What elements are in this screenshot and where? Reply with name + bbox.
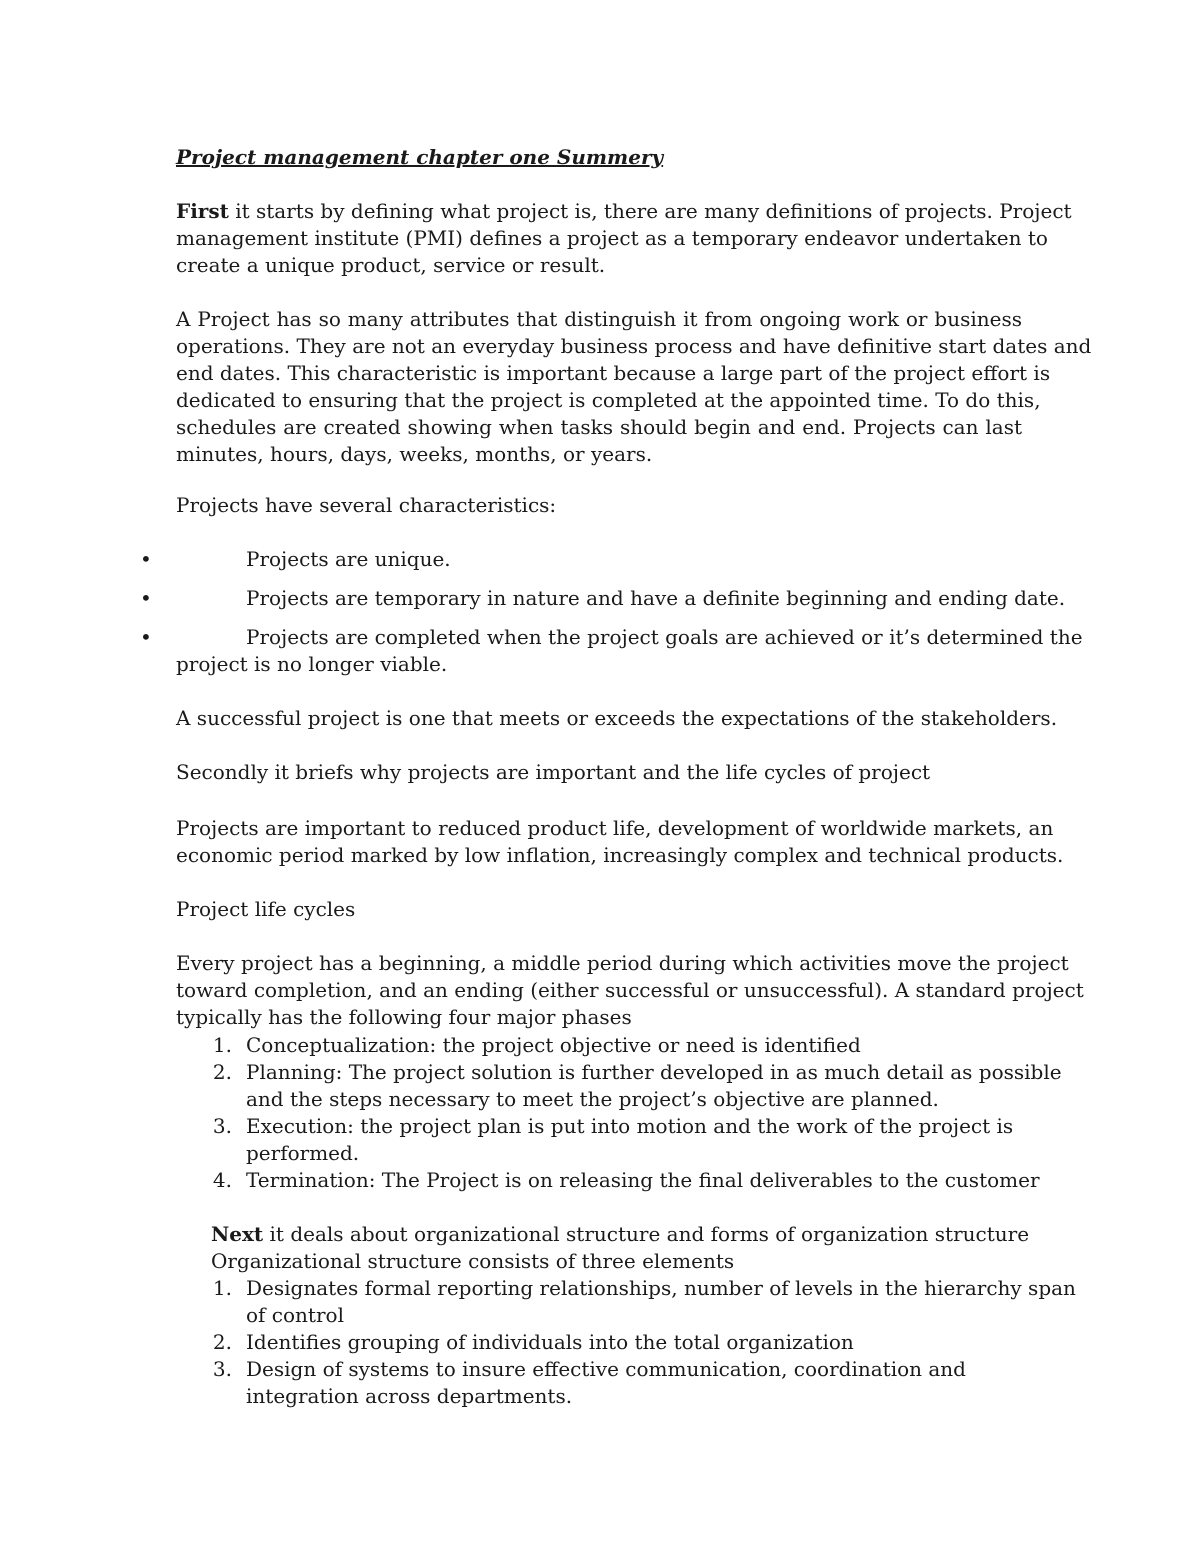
bullet-item: Projects are unique.: [246, 547, 451, 571]
bullet-item: Projects are temporary in nature and have a definite beginning and ending date.: [246, 586, 1066, 610]
element-item-continuation: of control: [246, 1303, 344, 1327]
list-number: 2.: [212, 1060, 232, 1084]
phase-item: Execution: the project plan is put into motion and the work of the project is: [246, 1114, 1014, 1138]
element-item: Design of systems to insure effective communication, coordination and: [246, 1357, 966, 1381]
paragraph-attributes-line: operations. They are not an everyday business process and have definitive start dates and: [176, 334, 1092, 358]
element-item: Identifies grouping of individuals into the total organization: [246, 1330, 854, 1354]
paragraph-attributes-line: dedicated to ensuring that the project is completed at the appointed time. To do this,: [176, 388, 1041, 412]
paragraph-secondly: Secondly it briefs why projects are important and the life cycles of project: [176, 760, 931, 784]
list-number: 1.: [212, 1276, 232, 1300]
paragraph-intro-line: create a unique product, service or result.: [176, 253, 606, 277]
element-item-continuation: integration across departments.: [246, 1384, 573, 1408]
characteristics-heading: Projects have several characteristics:: [176, 493, 557, 517]
paragraph-life-cycle-line: typically has the following four major phases: [176, 1005, 632, 1029]
bullet-icon: •: [140, 625, 152, 649]
element-item: Designates formal reporting relationships, number of levels in the hierarchy span: [246, 1276, 1076, 1300]
bold-lead: First: [176, 199, 229, 223]
paragraph-life-cycle-line: toward completion, and an ending (either successful or unsuccessful). A standard project: [176, 978, 1084, 1002]
bold-lead: Next: [211, 1222, 264, 1246]
list-number: 3.: [212, 1114, 232, 1138]
paragraph-importance-line: economic period marked by low inflation, increasingly complex and technical products.: [176, 843, 1064, 867]
bullet-item-continuation: project is no longer viable.: [176, 652, 448, 676]
paragraph-attributes-line: schedules are created showing when tasks should begin and end. Projects can last: [176, 415, 1022, 439]
section-heading-life-cycles: Project life cycles: [176, 897, 356, 921]
bullet-item: Projects are completed when the project goals are achieved or it’s determined the: [246, 625, 1083, 649]
paragraph-life-cycle-line: Every project has a beginning, a middle period during which activities move the project: [176, 951, 1069, 975]
paragraph-success: A successful project is one that meets or exceeds the expectations of the stakeholders.: [176, 706, 1058, 730]
bullet-icon: •: [140, 547, 152, 571]
phase-item-continuation: performed.: [246, 1141, 360, 1165]
paragraph-attributes-line: A Project has so many attributes that distinguish it from ongoing work or business: [176, 307, 1022, 331]
paragraph-attributes-line: end dates. This characteristic is important because a large part of the project effort is: [176, 361, 1051, 385]
paragraph-intro-line: management institute (PMI) defines a project as a temporary endeavor undertaken to: [176, 226, 1048, 250]
phase-item-continuation: and the steps necessary to meet the project’s objective are planned.: [246, 1087, 939, 1111]
phase-item: Termination: The Project is on releasing the final deliverables to the customer: [246, 1168, 1040, 1192]
bullet-icon: •: [140, 586, 152, 610]
paragraph-attributes-line: minutes, hours, days, weeks, months, or years.: [176, 442, 653, 466]
paragraph-next-line: Next it deals about organizational structure and forms of organization structure: [211, 1222, 1030, 1246]
list-number: 3.: [212, 1357, 232, 1381]
paragraph-intro-line: First it starts by defining what project is, there are many definitions of projects. Project: [176, 199, 1072, 223]
list-number: 4.: [212, 1168, 232, 1192]
document-title: Project management chapter one Summery: [176, 145, 664, 169]
list-number: 1.: [212, 1033, 232, 1057]
paragraph-next-line: Organizational structure consists of three elements: [211, 1249, 735, 1273]
phase-item: Conceptualization: the project objective or need is identified: [246, 1033, 861, 1057]
list-number: 2.: [212, 1330, 232, 1354]
paragraph-importance-line: Projects are important to reduced product life, development of worldwide markets, an: [176, 816, 1054, 840]
phase-item: Planning: The project solution is further developed in as much detail as possible: [246, 1060, 1062, 1084]
